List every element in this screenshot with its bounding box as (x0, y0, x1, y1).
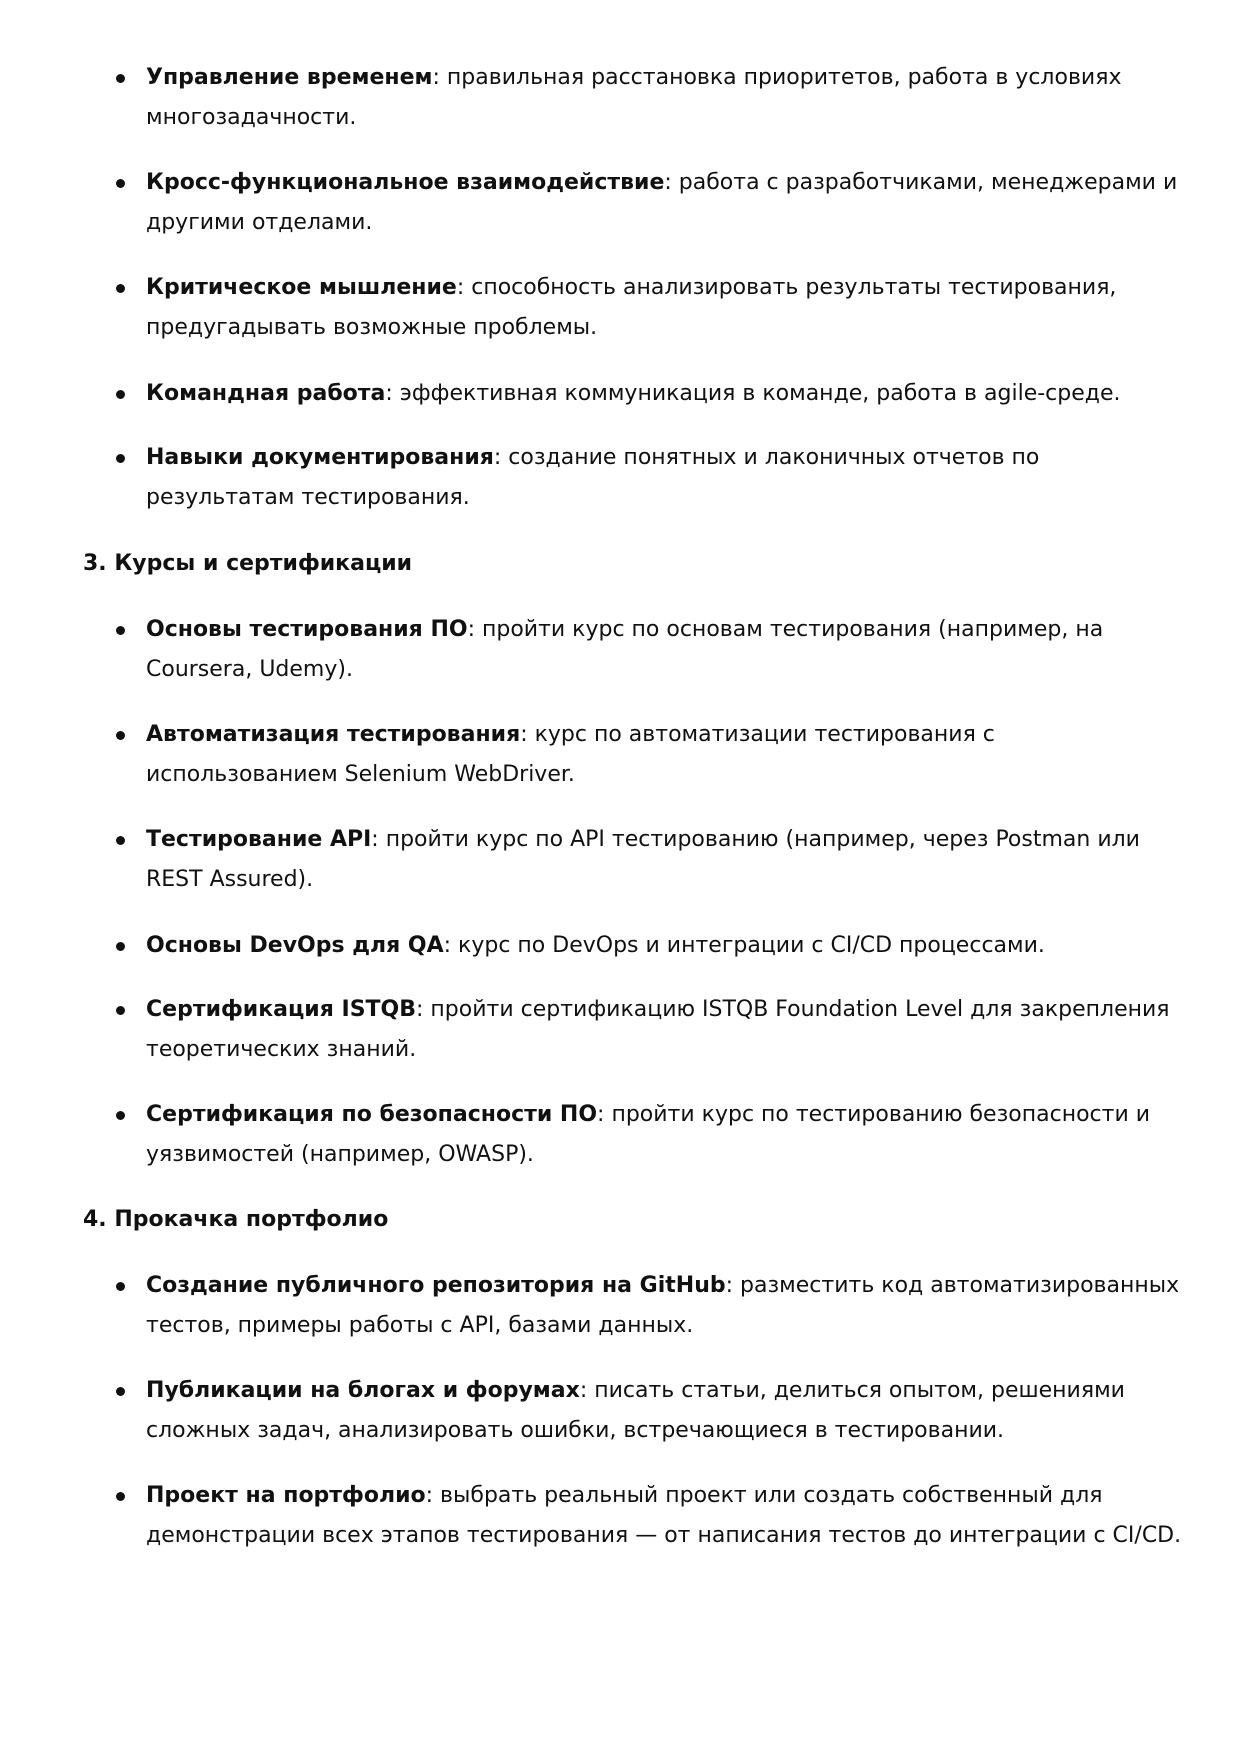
bullet-icon (116, 390, 125, 399)
item-term: Автоматизация тестирования (146, 722, 521, 747)
item-text: : пройти сертификацию ISTQB Foundation Level для закрепления теоретических знаний. (146, 997, 1170, 1062)
bullet-icon (116, 836, 125, 845)
list-item (0, 374, 1239, 414)
bullet-icon (116, 1492, 125, 1501)
bullet-icon (116, 454, 125, 463)
list-item (0, 715, 1239, 795)
item-text: : курс по автоматизации тестирования с использованием Selenium WebDriver. (146, 722, 995, 787)
item-term: Публикации на блогах и форумах (146, 1378, 580, 1403)
bullet-icon (116, 731, 125, 740)
bullet-icon (116, 1387, 125, 1396)
item-term: Командная работа (146, 381, 386, 406)
section-heading-portfolio: 4. Прокачка портфолио (83, 1207, 389, 1232)
bullet-icon (116, 942, 125, 951)
item-term: Кросс-функциональное взаимодействие (146, 170, 665, 195)
list-item (0, 163, 1239, 243)
item-text: : работа с разработчиками, менеджерами и другими отделами. (146, 170, 1178, 235)
item-text: : пройти курс по API тестированию (например, через Postman или REST Assured). (146, 827, 1140, 892)
item-term: Основы тестирования ПО (146, 617, 468, 642)
item-term: Тестирование API (146, 827, 372, 852)
item-term: Сертификация по безопасности ПО (146, 1102, 598, 1127)
list-item (0, 438, 1239, 518)
item-text: : разместить код автоматизированных тестов, примеры работы с API, базами данных. (146, 1273, 1180, 1338)
list-item (0, 1095, 1239, 1175)
list-item (0, 1476, 1239, 1556)
item-text: : выбрать реальный проект или создать собственный для демонстрации всех этапов тестирования — от написания тестов до интеграции с CI/CD. (146, 1483, 1182, 1548)
item-text: : эффективная коммуникация в команде, работа в agile-среде. (385, 381, 1121, 406)
list-item (0, 926, 1239, 966)
item-term: Навыки документирования (146, 445, 494, 470)
item-text: : курс по DevOps и интеграции с CI/CD процессами. (443, 933, 1045, 958)
list-item (0, 990, 1239, 1070)
section-heading-courses: 3. Курсы и сертификации (83, 551, 413, 576)
item-text: : пройти курс по основам тестирования (например, на Coursera, Udemy). (146, 617, 1104, 682)
item-term: Основы DevOps для QA (146, 933, 444, 958)
bullet-icon (116, 284, 125, 293)
bullet-icon (116, 626, 125, 635)
item-text: : пройти курс по тестированию безопасности и уязвимостей (например, OWASP). (146, 1102, 1151, 1167)
item-term: Создание публичного репозитория на GitHub (146, 1273, 726, 1298)
list-item (0, 610, 1239, 690)
list-item (0, 58, 1239, 138)
item-term: Проект на портфолио (146, 1483, 426, 1508)
list-item (0, 820, 1239, 900)
list-item (0, 1266, 1239, 1346)
bullet-icon (116, 74, 125, 83)
item-text: : писать статьи, делиться опытом, решениями сложных задач, анализировать ошибки, встречающиеся в тестировании. (146, 1378, 1125, 1443)
bullet-icon (116, 1282, 125, 1291)
bullet-icon (116, 179, 125, 188)
item-term: Управление временем (146, 65, 433, 90)
list-item (0, 1371, 1239, 1451)
item-text: : создание понятных и лаконичных отчетов по результатам тестирования. (146, 445, 1040, 510)
bullet-icon (116, 1111, 125, 1120)
list-item (0, 268, 1239, 348)
item-term: Критическое мышление (146, 275, 457, 300)
item-term: Сертификация ISTQB (146, 997, 417, 1022)
item-text: : правильная расстановка приоритетов, работа в условиях многозадачности. (146, 65, 1122, 130)
item-text: : способность анализировать результаты тестирования, предугадывать возможные проблемы. (146, 275, 1117, 340)
bullet-icon (116, 1006, 125, 1015)
